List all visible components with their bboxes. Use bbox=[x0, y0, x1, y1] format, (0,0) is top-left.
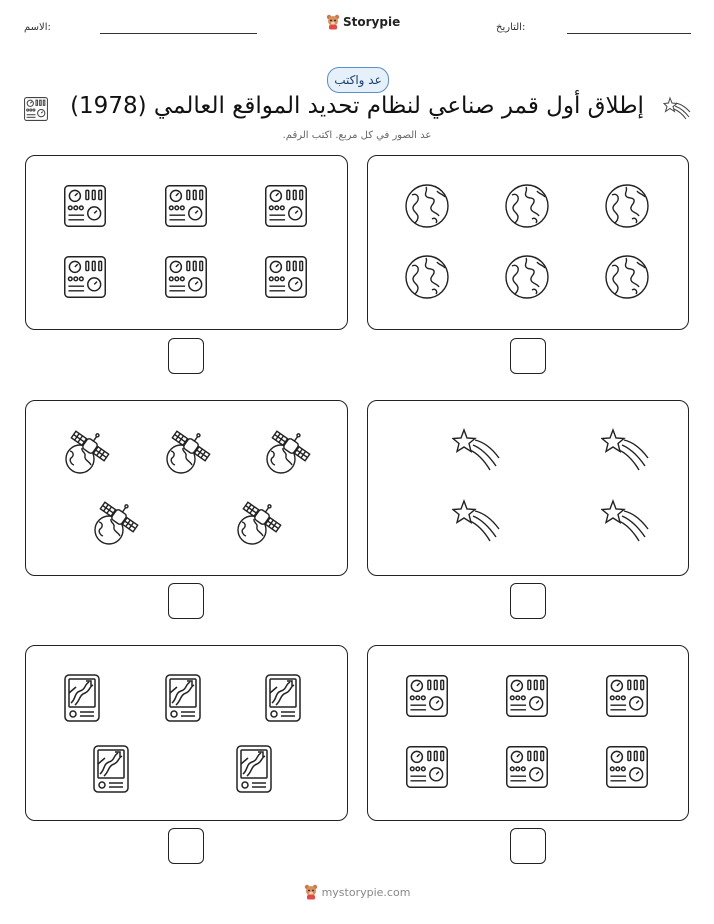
page-title: إطلاق أول قمر صناعي لنظام تحديد المواقع العالمي (1978) bbox=[70, 93, 644, 119]
control-panel-icon bbox=[604, 673, 650, 723]
date-label: التاريخ: bbox=[496, 22, 526, 33]
count-box-middle-right bbox=[367, 400, 689, 576]
count-box-middle-left bbox=[25, 400, 348, 576]
control-panel-icon bbox=[263, 254, 309, 304]
satellite-earth-icon bbox=[62, 428, 110, 480]
answer-box-bottom-left[interactable] bbox=[168, 828, 204, 864]
answer-box-bottom-right[interactable] bbox=[510, 828, 546, 864]
shooting-star-title-icon bbox=[663, 95, 691, 121]
name-label: الاسم: bbox=[24, 22, 51, 33]
footer bbox=[0, 884, 714, 900]
count-box-bottom-left bbox=[25, 645, 348, 821]
shooting-star-icon bbox=[601, 428, 649, 478]
instructions: عد الصور في كل مربع. اكتب الرقم. bbox=[282, 130, 432, 141]
control-panel-icon bbox=[263, 183, 309, 233]
satellite-earth-icon bbox=[263, 428, 311, 480]
gps-device-icon bbox=[163, 673, 203, 727]
answer-box-top-left[interactable] bbox=[168, 338, 204, 374]
control-panel-icon bbox=[163, 183, 209, 233]
satellite-earth-icon bbox=[234, 499, 282, 551]
footer-url: mystorypie.com bbox=[321, 885, 411, 899]
earth-icon bbox=[504, 254, 550, 304]
name-line[interactable] bbox=[100, 33, 257, 34]
control-panel-icon bbox=[404, 744, 450, 794]
control-panel-icon bbox=[404, 673, 450, 723]
control-panel-icon bbox=[504, 744, 550, 794]
storypie-logo bbox=[326, 14, 400, 30]
satellite-earth-icon bbox=[163, 428, 211, 480]
earth-icon bbox=[404, 183, 450, 233]
bear-footer-icon bbox=[304, 884, 318, 900]
earth-icon bbox=[404, 254, 450, 304]
answer-box-middle-left[interactable] bbox=[168, 583, 204, 619]
gps-device-icon bbox=[91, 744, 131, 798]
control-panel-icon bbox=[62, 183, 108, 233]
earth-icon bbox=[604, 183, 650, 233]
satellite-earth-icon bbox=[91, 499, 139, 551]
control-panel-title-icon bbox=[23, 95, 49, 123]
count-box-bottom-right bbox=[367, 645, 689, 821]
answer-box-middle-right[interactable] bbox=[510, 583, 546, 619]
control-panel-icon bbox=[504, 673, 550, 723]
control-panel-icon bbox=[604, 744, 650, 794]
bear-logo-icon bbox=[326, 14, 340, 30]
shooting-star-icon bbox=[452, 499, 500, 549]
earth-icon bbox=[604, 254, 650, 304]
gps-device-icon bbox=[62, 673, 102, 727]
activity-badge: عد واكتب bbox=[327, 67, 389, 93]
brand-name: Storypie bbox=[343, 15, 401, 29]
answer-box-top-right[interactable] bbox=[510, 338, 546, 374]
earth-icon bbox=[504, 183, 550, 233]
date-line[interactable] bbox=[567, 33, 691, 34]
control-panel-icon bbox=[62, 254, 108, 304]
shooting-star-icon bbox=[452, 428, 500, 478]
shooting-star-icon bbox=[601, 499, 649, 549]
gps-device-icon bbox=[263, 673, 303, 727]
control-panel-icon bbox=[163, 254, 209, 304]
gps-device-icon bbox=[234, 744, 274, 798]
